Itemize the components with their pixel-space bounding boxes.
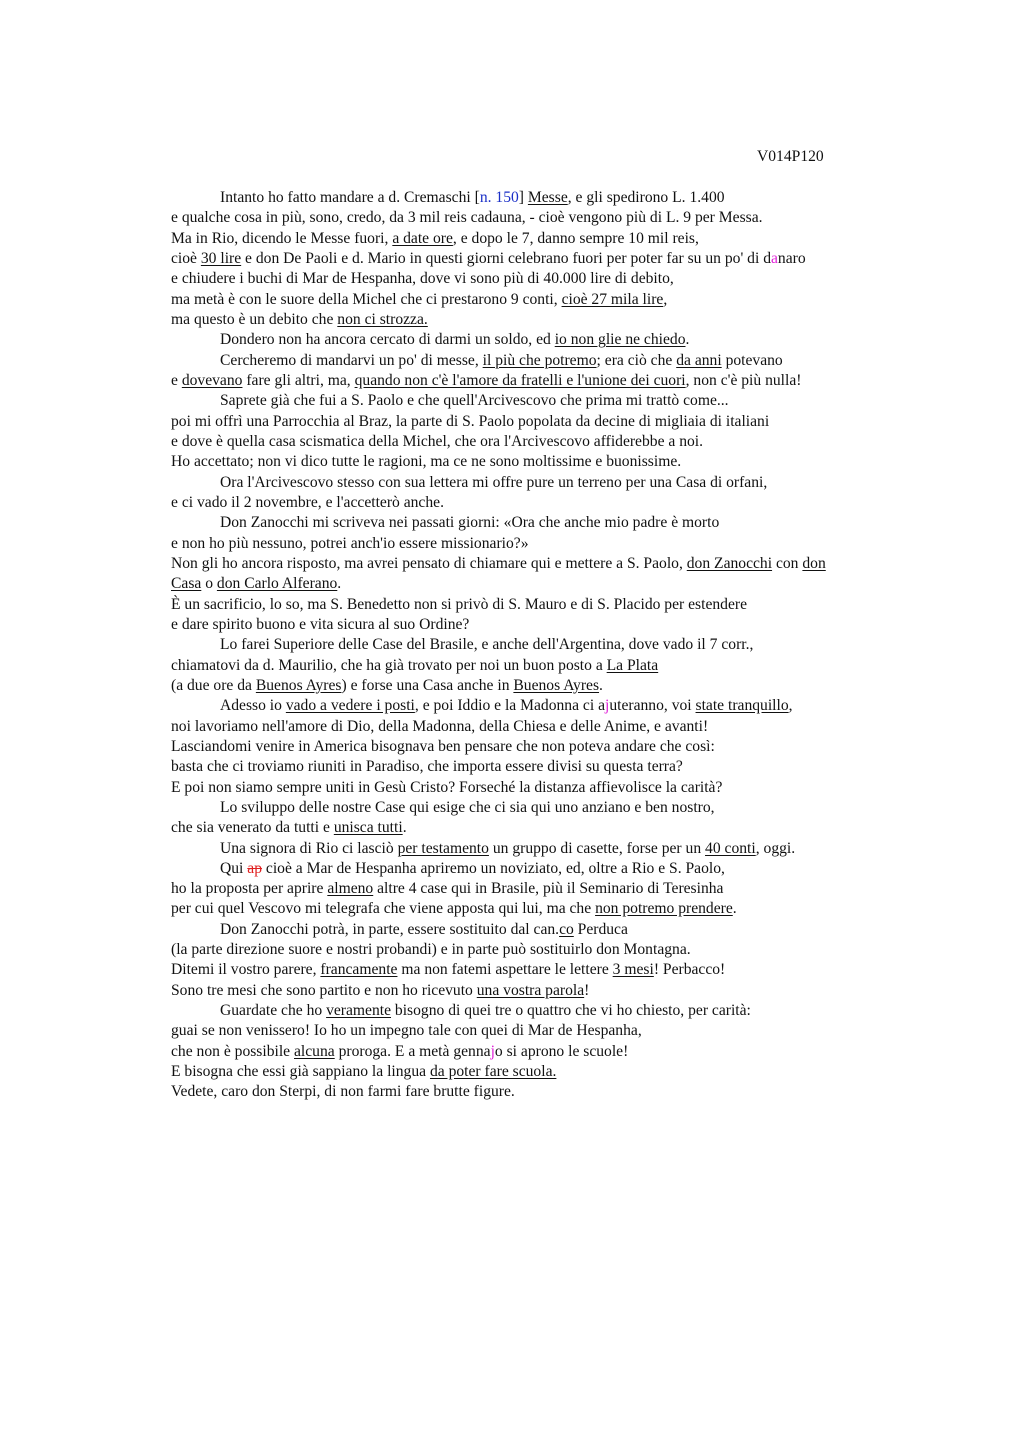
text-run: , e poi Iddio e la Madonna ci a	[414, 697, 605, 715]
text-run: (a due ore da	[171, 676, 256, 694]
text-run: ,	[788, 697, 793, 715]
text-line	[171, 1062, 911, 1082]
text-run: Ora l'Arcivescovo stesso con sua lettera mi offre pure un terreno per una Casa di orfani,	[220, 473, 768, 491]
text-line	[171, 615, 911, 635]
text-run: proroga. E a metà genna	[334, 1042, 491, 1060]
text-line	[171, 229, 911, 249]
text-run: e ci vado il 2 novembre, e l'accetterò anche.	[171, 493, 444, 511]
text-run: e don De Paoli e d. Mario in questi giorni celebrano fuori per poter far su un po' di d	[241, 249, 771, 267]
text-run: ! Perbacco!	[653, 961, 726, 979]
underlined-text: don	[802, 554, 826, 572]
text-run: .	[732, 900, 737, 918]
text-run: naro	[777, 249, 806, 267]
text-run: Ditemi il vostro parere,	[171, 961, 321, 979]
text-run: Don Zanocchi mi scriveva nei passati giorni: «Ora che anche mio padre è morto	[220, 514, 720, 532]
text-run: Guardate che ho	[220, 1002, 327, 1020]
text-run: ,	[663, 290, 668, 308]
text-run: e chiudere i buchi di Mar de Hespanha, dove vi sono più di 40.000 lire di debito,	[171, 270, 674, 288]
text-line	[171, 960, 911, 980]
text-line	[171, 188, 911, 208]
corrected-letter: a	[771, 249, 778, 267]
text-run: Lasciandomi venire in America bisognava ben pensare che non poteva andare che così:	[171, 737, 715, 755]
text-run: con	[772, 554, 803, 572]
text-line	[171, 351, 911, 371]
text-run: E poi non siamo sempre uniti in Gesù Cristo? Forseché la distanza affievolisce la carità?	[171, 778, 723, 796]
text-line	[171, 513, 911, 533]
text-run: Ma in Rio, dicendo le Messe fuori,	[171, 229, 393, 247]
text-line	[171, 391, 911, 411]
text-run: ho la proposta per aprire	[171, 880, 328, 898]
text-line	[171, 330, 911, 350]
underlined-text: il più che potremo	[482, 351, 597, 369]
text-run: Ho accettato; non vi dico tutte le ragioni, ma ce ne sono moltissime e buonissime.	[171, 453, 682, 471]
text-run: e dove è quella casa scismatica della Michel, che ora l'Arcivescovo affiderebbe a noi.	[171, 432, 704, 450]
underlined-text: alcuna	[294, 1042, 335, 1060]
underlined-text: vado a vedere i posti	[285, 697, 415, 715]
text-run: Una signora di Rio ci lasciò	[220, 839, 398, 857]
underlined-text: La Plata	[606, 656, 659, 674]
text-run: E bisogna che essi già sappiano la lingua	[171, 1063, 430, 1081]
deleted-text: ap	[247, 859, 263, 877]
text-line	[171, 635, 911, 655]
text-line	[171, 1042, 911, 1062]
text-run: che sia venerato da tutti e	[171, 819, 334, 837]
text-run: !	[584, 981, 590, 999]
text-run: , e gli spedirono L. 1.400	[567, 189, 725, 206]
underlined-text: don Zanocchi	[686, 554, 773, 572]
text-line	[171, 940, 911, 960]
text-run: , non c'è più nulla!	[685, 371, 802, 389]
text-run: ]	[518, 189, 528, 206]
text-run: cioè	[171, 249, 201, 267]
text-line	[171, 554, 911, 574]
underlined-text: unisca tutti	[333, 819, 403, 837]
text-line	[171, 473, 911, 493]
underlined-text: a date ore	[392, 229, 453, 247]
underlined-text: dovevano	[181, 371, 243, 389]
text-run: ma metà è con le suore della Michel che ci prestarono 9 conti,	[171, 290, 562, 308]
text-run: ) e forse una Casa anche in	[341, 676, 514, 694]
underlined-text: Casa	[171, 575, 202, 593]
text-line	[171, 757, 911, 777]
underlined-text: 30 lire	[200, 249, 242, 267]
text-run: Dondero non ha ancora cercato di darmi un soldo, ed	[220, 331, 555, 349]
text-line	[171, 717, 911, 737]
text-run: altre 4 case qui in Brasile, più il Seminario di Teresinha	[373, 880, 724, 898]
underlined-text: Buenos Ayres	[255, 676, 342, 694]
text-line	[171, 879, 911, 899]
text-line	[171, 899, 911, 919]
text-run: basta che ci troviamo riuniti in Paradiso, che importa essere divisi su questa terra?	[171, 758, 683, 776]
underlined-text: 3 mesi	[612, 961, 654, 979]
underlined-text: state tranquillo	[695, 697, 789, 715]
text-run: ma non fatemi aspettare le lettere	[397, 961, 613, 979]
underlined-text: non potremo prendere	[595, 900, 733, 918]
text-run: Vedete, caro don Sterpi, di non farmi fare brutte figure.	[171, 1083, 515, 1101]
underlined-text: da anni	[676, 351, 722, 369]
text-run: , e dopo le 7, danno sempre 10 mil reis,	[452, 229, 699, 247]
underlined-text: almeno	[327, 880, 374, 898]
text-run: .	[685, 331, 690, 349]
text-run: un gruppo di casette, forse per un	[488, 839, 706, 857]
text-run: guai se non venissero! Io ho un impegno tale con quei di Mar de Hespanha,	[171, 1022, 642, 1040]
text-run: che non è possibile	[171, 1042, 294, 1060]
text-run: cioè a Mar de Hespanha apriremo un noviziato, ed, oltre a Rio e S. Paolo,	[262, 859, 725, 877]
text-run: Qui	[220, 859, 248, 877]
text-line	[171, 1021, 911, 1041]
underlined-text: Messe	[527, 189, 568, 206]
underlined-text: io non glie ne chiedo	[554, 331, 686, 349]
text-run: Lo farei Superiore delle Case del Brasile, e anche dell'Argentina, dove vado il 7 corr.,	[220, 636, 754, 654]
text-line	[171, 656, 911, 676]
text-run: uteranno, voi	[609, 697, 696, 715]
text-run: e qualche cosa in più, sono, credo, da 3 mil reis cadauna, - cioè vengono più di L. 9 per Messa.	[171, 209, 763, 227]
text-line	[171, 676, 911, 696]
text-line	[171, 574, 911, 594]
text-run: Sono tre mesi che sono partito e non ho ricevuto	[171, 981, 477, 999]
corrected-letter: j	[490, 1042, 495, 1060]
text-line	[171, 859, 911, 879]
text-run: (la parte direzione suore e nostri probandi) e in parte può sostituirlo don Montagna.	[171, 941, 691, 959]
underlined-text: 40 conti	[705, 839, 756, 857]
text-line	[171, 737, 911, 757]
text-line	[171, 798, 911, 818]
underlined-text: per testamento	[397, 839, 489, 857]
text-run: , oggi.	[755, 839, 796, 857]
text-line	[171, 839, 911, 859]
text-run: Saprete già che fui a S. Paolo e che quell'Arcivescovo che prima mi trattò come...	[220, 392, 729, 410]
underlined-text: quando non c'è l'amore da fratelli e l'unione dei cuori	[354, 371, 686, 389]
text-line	[171, 412, 911, 432]
underlined-text: da poter fare scuola.	[429, 1063, 557, 1081]
text-run: o si aprono le scuole!	[494, 1042, 629, 1060]
text-run: .	[402, 819, 407, 837]
text-run: Intanto ho fatto mandare a d. Cremaschi [	[220, 189, 480, 206]
underlined-text: una vostra parola	[476, 981, 585, 999]
text-run: noi lavoriamo nell'amore di Dio, della Madonna, della Chiesa e delle Anime, e avanti!	[171, 717, 709, 735]
text-line	[171, 452, 911, 472]
text-run: Perduca	[573, 920, 628, 938]
text-line	[171, 371, 911, 391]
underlined-text: don Carlo Alferano	[216, 575, 338, 593]
text-line	[171, 778, 911, 798]
text-line	[171, 981, 911, 1001]
underlined-text: veramente	[326, 1002, 392, 1020]
text-line	[171, 534, 911, 554]
text-line	[171, 1001, 911, 1021]
text-line	[171, 249, 911, 269]
text-run: chiamatovi da d. Maurilio, che ha già trovato per noi un buon posto a	[171, 656, 607, 674]
corrected-letter: j	[605, 697, 610, 715]
text-run: o	[201, 575, 217, 593]
text-line	[171, 269, 911, 289]
text-run: È un sacrificio, lo so, ma S. Benedetto non si privò di S. Mauro e di S. Placido per estendere	[171, 595, 747, 613]
text-run: e dare spirito buono e vita sicura al suo Ordine?	[171, 615, 470, 633]
text-run: .	[337, 575, 342, 593]
page-identifier: V014P120	[757, 148, 824, 165]
text-run: ma questo è un debito che	[171, 310, 338, 328]
text-line	[171, 920, 911, 940]
text-line	[171, 595, 911, 615]
text-line	[171, 310, 911, 330]
text-run: Cercheremo di mandarvi un po' di messe,	[220, 351, 483, 369]
text-run: potevano	[721, 351, 783, 369]
text-run: Lo sviluppo delle nostre Case qui esige che ci sia qui uno anziano e ben nostro,	[220, 798, 715, 816]
underlined-text: Buenos Ayres	[513, 676, 600, 694]
underlined-text: co	[559, 920, 574, 938]
text-run: Non gli ho ancora risposto, ma avrei pensato di chiamare qui e mettere a S. Paolo,	[171, 554, 687, 572]
underlined-text: francamente	[320, 961, 398, 979]
text-run: per cui quel Vescovo mi telegrafa che viene apposta qui lui, ma che	[171, 900, 596, 918]
text-line	[171, 818, 911, 838]
underlined-text: non ci strozza.	[337, 310, 428, 328]
underlined-text: cioè 27 mila lire	[561, 290, 664, 308]
text-run: e	[171, 371, 182, 389]
text-run: fare gli altri, ma,	[242, 371, 355, 389]
text-line	[171, 493, 911, 513]
text-run: .	[599, 676, 603, 694]
text-run: Adesso io	[220, 697, 286, 715]
text-run: bisogno di quei tre o quattro che vi ho chiesto, per carità:	[391, 1002, 751, 1020]
text-line	[171, 290, 911, 310]
letter-body	[171, 188, 911, 1103]
text-line	[171, 208, 911, 228]
text-run: e non ho più nessuno, potrei anch'io essere missionario?»	[171, 534, 529, 552]
text-line	[171, 1082, 911, 1102]
text-line	[171, 696, 911, 716]
text-run: ; era ciò che	[596, 351, 677, 369]
text-run: poi mi offrì una Parrocchia al Braz, la parte di S. Paolo popolata da decine di migliaia di italiani	[171, 412, 770, 430]
text-line	[171, 432, 911, 452]
text-run: Don Zanocchi potrà, in parte, essere sostituito dal can.	[220, 920, 560, 938]
note-reference: n. 150	[479, 189, 519, 206]
